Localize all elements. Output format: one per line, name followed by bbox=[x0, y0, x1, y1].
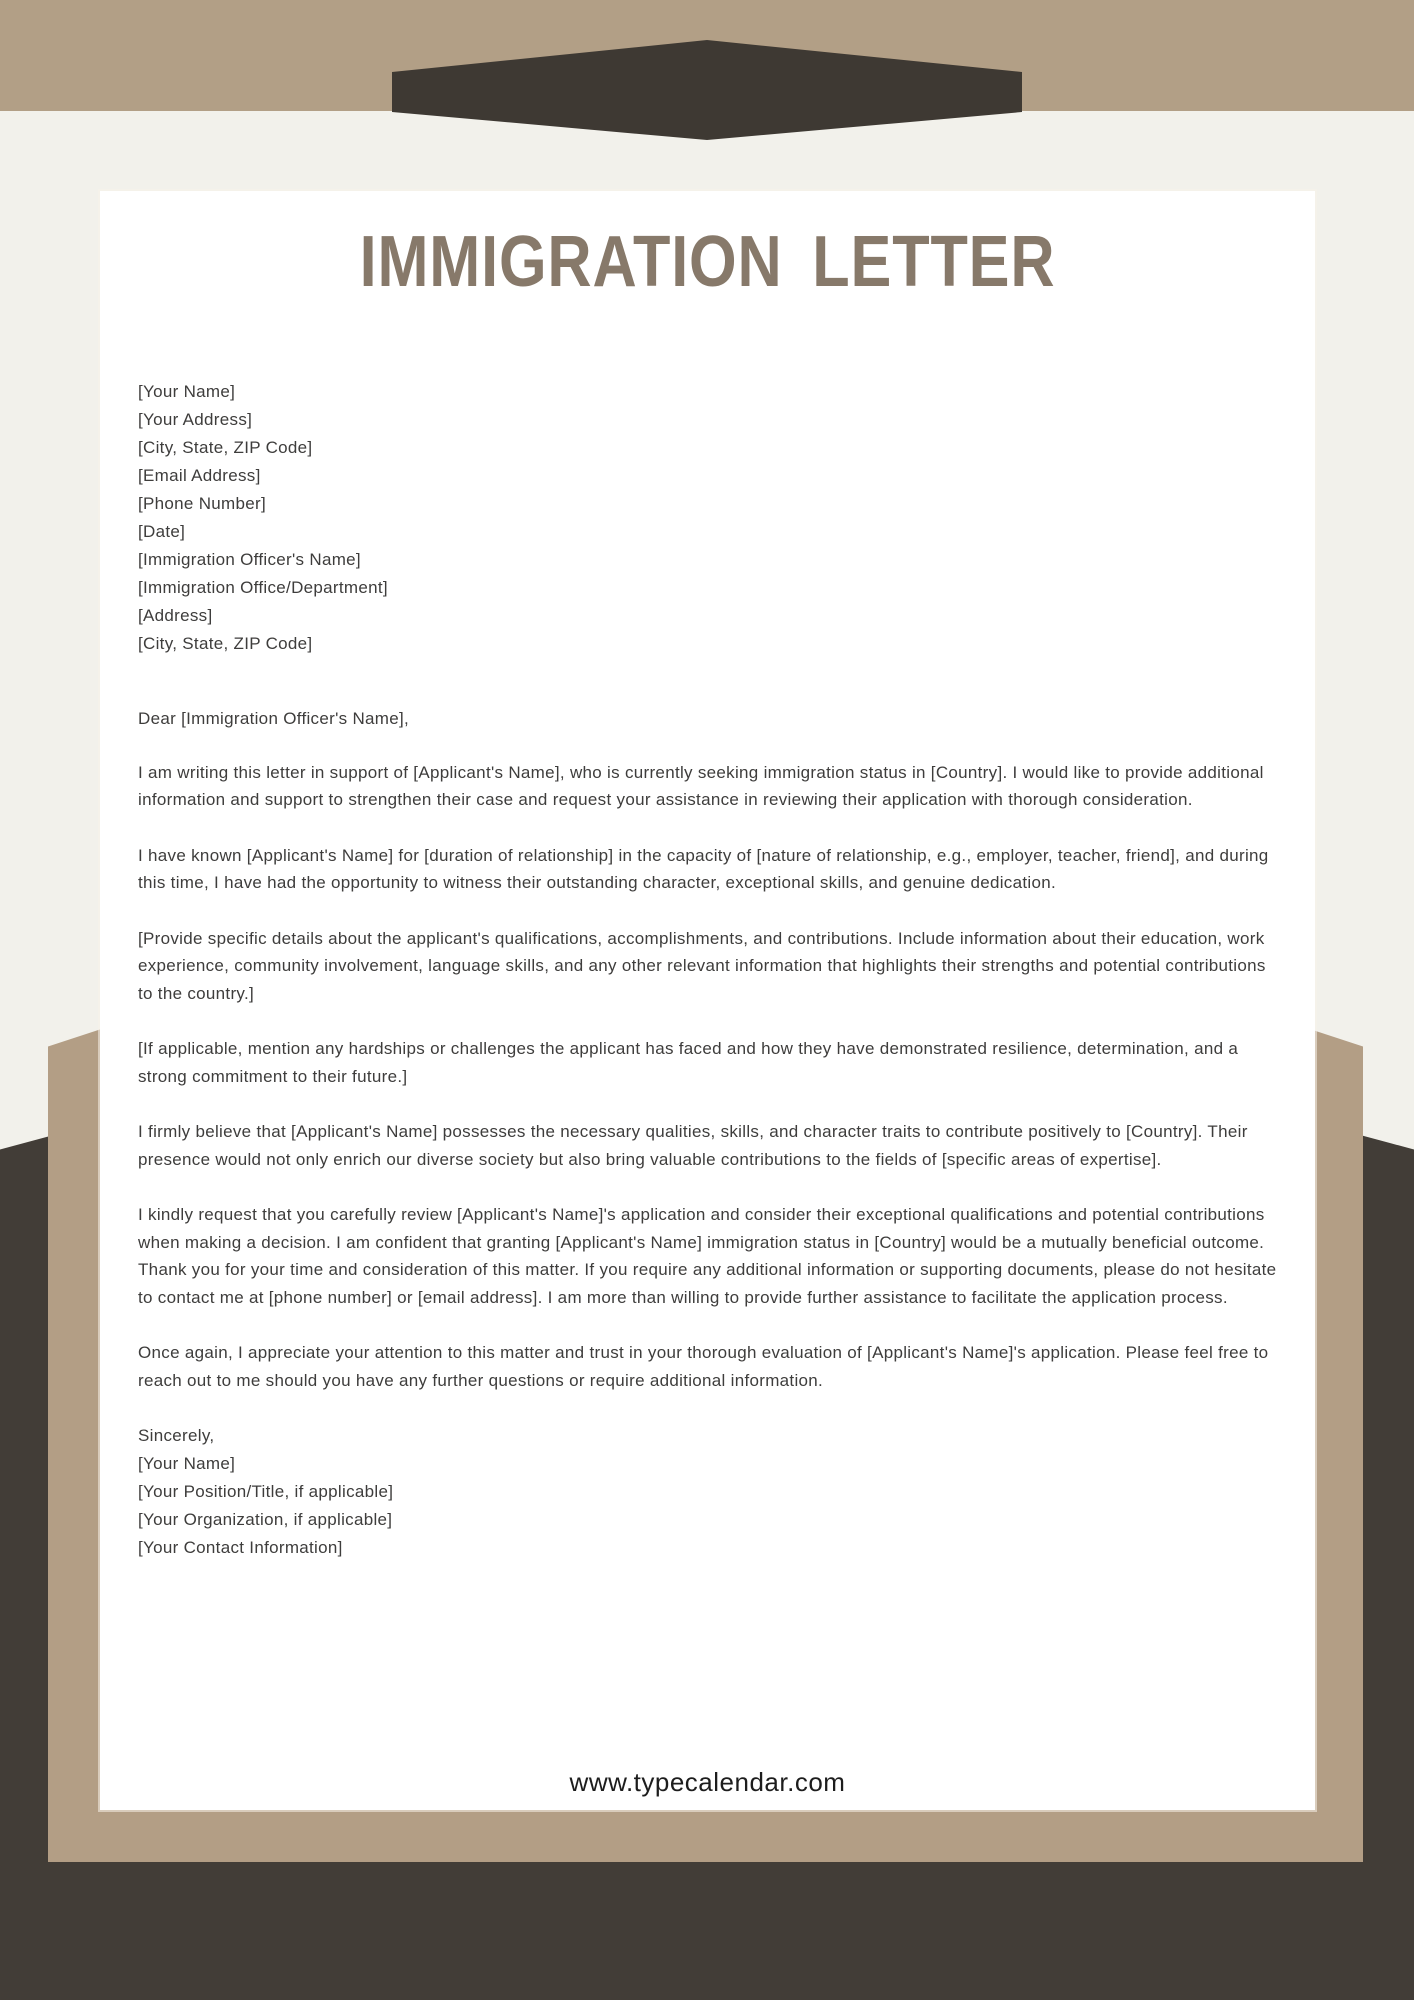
sender-line: [Immigration Office/Department] bbox=[138, 578, 388, 597]
letter-page bbox=[100, 191, 1315, 1810]
closing-line: Sincerely, bbox=[138, 1426, 215, 1445]
body-paragraph: Once again, I appreciate your attention to this matter and trust in your thorough evaluation of [Applicant's Name]'s application. Please feel free to reach out to me should you have any further questions or require additional information. bbox=[138, 1343, 1269, 1390]
signature-line: [Your Name] bbox=[138, 1454, 236, 1473]
sender-line: [Email Address] bbox=[138, 466, 261, 485]
sender-line: [City, State, ZIP Code] bbox=[138, 438, 313, 457]
body-paragraph: [Provide specific details about the applicant's qualifications, accomplishments, and contributions. Include information about their education, work experience, community involvement, language skills, and any other relevant information that highlights their strengths and potential contributions to the country.] bbox=[138, 928, 1266, 1003]
signature-line: [Your Organization, if applicable] bbox=[138, 1510, 393, 1529]
sender-line: [Phone Number] bbox=[138, 494, 266, 513]
signature-line: [Your Contact Information] bbox=[138, 1538, 343, 1557]
sender-line: [Immigration Officer's Name] bbox=[138, 550, 361, 569]
sender-address-block bbox=[138, 378, 1277, 658]
signature-block bbox=[138, 1422, 1277, 1562]
sender-line: [Your Name] bbox=[138, 382, 236, 401]
website-url: www.typecalendar.com bbox=[569, 1767, 846, 1797]
signature-line: [Your Position/Title, if applicable] bbox=[138, 1482, 394, 1501]
salutation: Dear [Immigration Officer's Name], bbox=[138, 709, 410, 728]
sender-line: [City, State, ZIP Code] bbox=[138, 634, 313, 653]
body-paragraph: [If applicable, mention any hardships or challenges the applicant has faced and how they have demonstrated resilience, determination, and a strong commitment to their future.] bbox=[138, 1039, 1239, 1086]
body-paragraph: Thank you for your time and consideration of this matter. If you require any additional information or supporting documents, please do not hesitate to contact me at [phone number] or [email address]. I am more than willing to provide further assistance to facilitate the application process. bbox=[138, 1260, 1277, 1307]
body-paragraph: I am writing this letter in support of [Applicant's Name], who is currently seeking immigration status in [Country]. I would like to provide additional information and support to strengthen their case and request your assistance in reviewing their application with thorough consideration. bbox=[138, 762, 1264, 809]
sender-line: [Your Address] bbox=[138, 410, 253, 429]
sender-line: [Date] bbox=[138, 522, 186, 541]
sender-line: [Address] bbox=[138, 606, 213, 625]
body-paragraph: I have known [Applicant's Name] for [duration of relationship] in the capacity of [nature of relationship, e.g., employer, teacher, friend], and during this time, I have had the opportunity to witness their outstanding character, exceptional skills, and genuine dedication. bbox=[138, 845, 1269, 892]
body-paragraph: I firmly believe that [Applicant's Name] possesses the necessary qualities, skills, and character traits to contribute positively to [Country]. Their presence would not only enrich our diverse society but also bring valuable contributions to the fields of [specific areas of expertise]. bbox=[138, 1122, 1248, 1169]
page-title: IMMIGRATION LETTER bbox=[359, 222, 1056, 302]
body-paragraph: I kindly request that you carefully review [Applicant's Name]'s application and consider their exceptional qualifications and potential contributions when making a decision. I am confident that granting [Applicant's Name] immigration status in [Country] would be a mutually beneficial outcome. bbox=[138, 1205, 1265, 1252]
